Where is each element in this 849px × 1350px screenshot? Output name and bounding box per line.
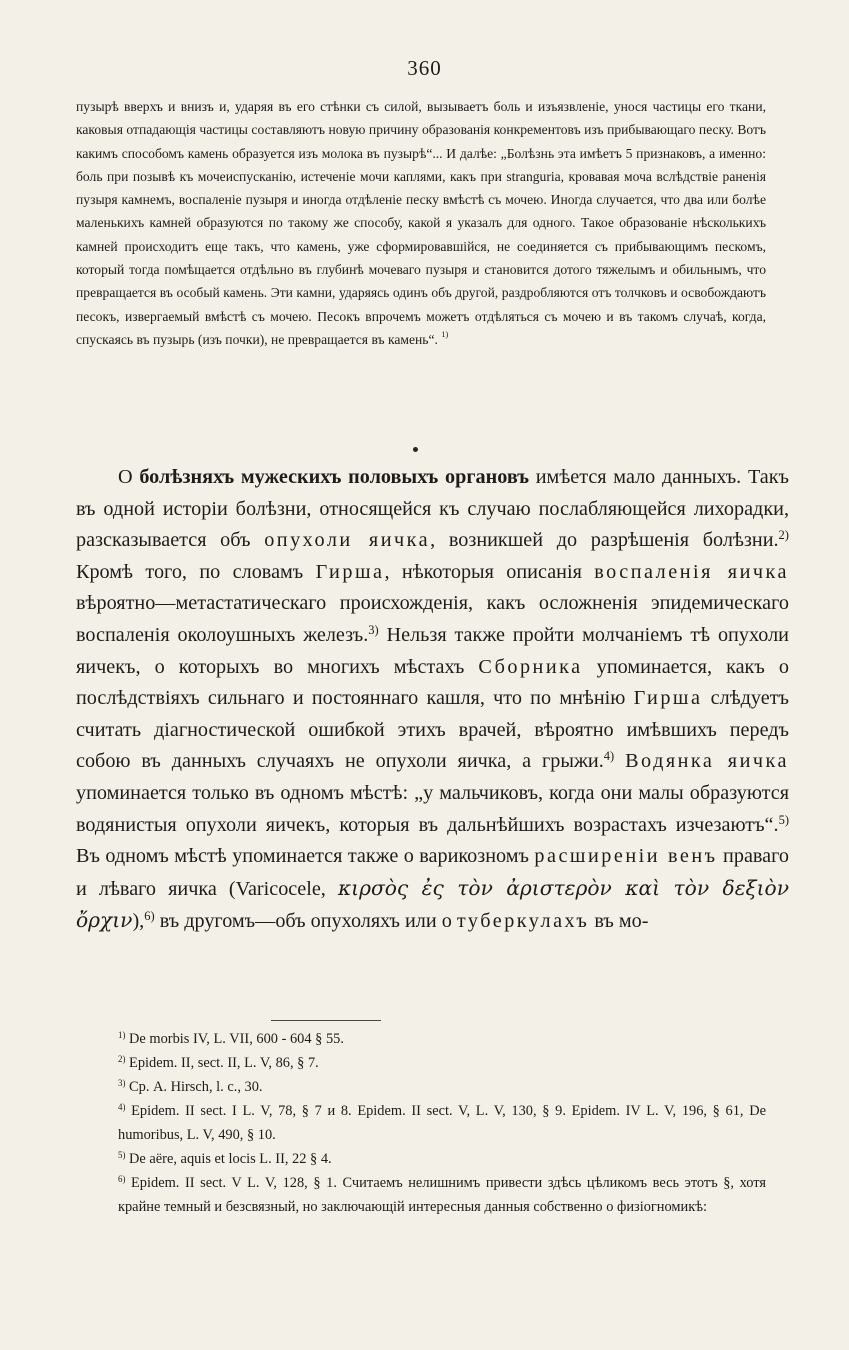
quote-text: пузырѣ вверхъ и внизъ и, ударяя въ его стѣнки съ силой, вызываетъ боль и изъязвленіе, унося частицы его ткани, каковыя отпадающія частицы составляютъ новую причину образованія конкрементовъ изъ прибывающаго песку. Вотъ какимъ способомъ камень образуется изъ молока въ пузырѣ“... И далѣе: „Болѣзнь эта имѣетъ 5 признаковъ, а именно: боль при позывѣ къ мочеиспусканію, истеченіе мочи каплями, какъ при stranguria, кровавая моча вслѣдствіе раненія пузыря камнемъ, воспаленіе пузыря и иногда отдѣленіе песку вмѣстѣ съ мочею. Иногда случается, что два или болѣе маленькихъ камней образуются по такому же способу, какой я указалъ для одного. Такое образованіе нѣсколькихъ камней происходитъ еще такъ, что камень, уже сформировавшійся, не соединяется съ прибывающимъ пескомъ, который тогда помѣщается отдѣльно въ глубинѣ мочеваго пузыря и становится дотого тяжелымъ и обильнымъ, что превращается въ особый камень. Эти камни, ударяясь одинъ объ другой, раздробляются отъ толчковъ и освобождаютъ песокъ, извергаемый вмѣстѣ съ мочею. Песокъ впрочемъ можетъ отдѣляться съ мочею и въ такомъ случаѣ, когда, спускаясь въ пузырь (изъ почки), не превращается въ камень“. $^{1)}$ xyxy=(76,99,766,347)
footnote: $^{1)}$ De morbis IV, L. VII, 600 - 604 § 55. xyxy=(118,1030,344,1047)
footnote-separator xyxy=(271,1020,381,1021)
footnote-ref: 6) xyxy=(144,909,155,924)
spaced-term: Водянка яичка xyxy=(625,750,789,773)
section-divider-dot xyxy=(413,447,418,452)
spaced-term: опухоли яичка xyxy=(264,529,431,552)
footnote-ref: 1) xyxy=(441,328,449,339)
spaced-term: расширеніи венъ xyxy=(534,845,718,868)
footnote: $^{2)}$ Epidem. II, sect. II, L. V, 86, § 7. xyxy=(118,1054,319,1071)
footnote-mark: 1) xyxy=(118,1030,126,1040)
footnote-ref: 4) xyxy=(603,749,615,764)
greek-phrase: κιρσὸς ἐς τὸν ἀριστερὸν καὶ τὸν δεξιὸν ὄρχιν xyxy=(76,875,789,933)
main-paragraph: О болѣзняхъ мужескихъ половыхъ органовъ имѣется мало данныхъ. Такъ въ одной исторіи болѣзни, относящейся къ случаю послабляющейся лихорадки, разсказывается объ опухоли яичка, возникшей до разрѣшенія болѣзни.$^{2)}$ Кромѣ того, по словамъ Гирша, нѣкоторыя описанія воспаленія яичка вѣроятно—метастатическаго происхожденія, какъ осложненія эпидемическаго воспаленія околоушныхъ железъ.$^{3)}$ Нельзя также пройти молчаніемъ тѣ опухоли яичекъ, о которыхъ во многихъ мѣстахъ Сборника упоминается, какъ о послѣдствіяхъ сильнаго и постояннаго кашля, что по мнѣнію Гирша слѣдуетъ считать діагностической ошибкой этихъ врачей, вѣроятно имѣвшихъ передъ собою въ данныхъ случаяхъ не опухоли яичка, а грыжи.$^{4)}$ Водянка яичка упоминается только въ одномъ мѣстѣ: „у мальчиковъ, когда они малы образуются водянистыя опухоли яичекъ, которыя въ дальнѣйшихъ возрастахъ изчезаютъ“.$^{5)}$ Въ одномъ мѣстѣ упоминается также о варикозномъ расширеніи венъ праваго и лѣваго яичка (Varicocele, κιρσὸς ἐς τὸν ἀριστερὸν καὶ τὸν δεξιὸν ὄρχιν),$^{6)}$ въ другомъ—объ опухоляхъ или о туберкулахъ въ мо- xyxy=(76,466,789,933)
footnote-mark: 6) xyxy=(118,1174,126,1184)
footnote-mark: 5) xyxy=(118,1150,126,1160)
spaced-term: Гирша xyxy=(633,687,703,710)
footnote-mark: 2) xyxy=(118,1054,126,1064)
footnote: $^{5)}$ De aëre, aquis et locis L. II, 22 § 4. xyxy=(118,1150,332,1167)
footnote: $^{4)}$ Epidem. II sect. I L. V, 78, § 7 и 8. Epidem. II sect. V, L. V, 130, § 9. Epidem. IV L. V, 196, § 61, De humoribus, L. V, 490, § 10. xyxy=(118,1102,766,1143)
footnote-ref: 2) xyxy=(778,528,789,543)
spaced-term: Сборника xyxy=(478,655,583,678)
section-heading: болѣзняхъ мужескихъ половыхъ органовъ xyxy=(139,466,529,488)
page-number: 360 xyxy=(407,56,442,80)
spaced-term: Гирша xyxy=(315,560,385,583)
footnote: $^{6)}$ Epidem. II sect. V L. V, 128, § 1. Считаемъ нелишнимъ привести здѣсь цѣликомъ весь этотъ §, хотя крайне темный и безсвязный, но заключающій интересныя данныя собственно о физіогномикѣ: xyxy=(118,1174,766,1215)
footnote: $^{3)}$ Ср. A. Hirsch, l. c., 30. xyxy=(118,1078,263,1095)
quoted-passage xyxy=(76,95,766,351)
spaced-term: воспаленія яичка xyxy=(594,560,789,583)
footnote-mark: 4) xyxy=(118,1102,126,1112)
footnote-mark: 3) xyxy=(118,1078,126,1088)
footnote-ref: 5) xyxy=(778,812,789,827)
spaced-term: туберкулахъ xyxy=(456,910,590,933)
footnotes xyxy=(76,1027,766,1219)
footnote-ref: 3) xyxy=(368,622,379,637)
